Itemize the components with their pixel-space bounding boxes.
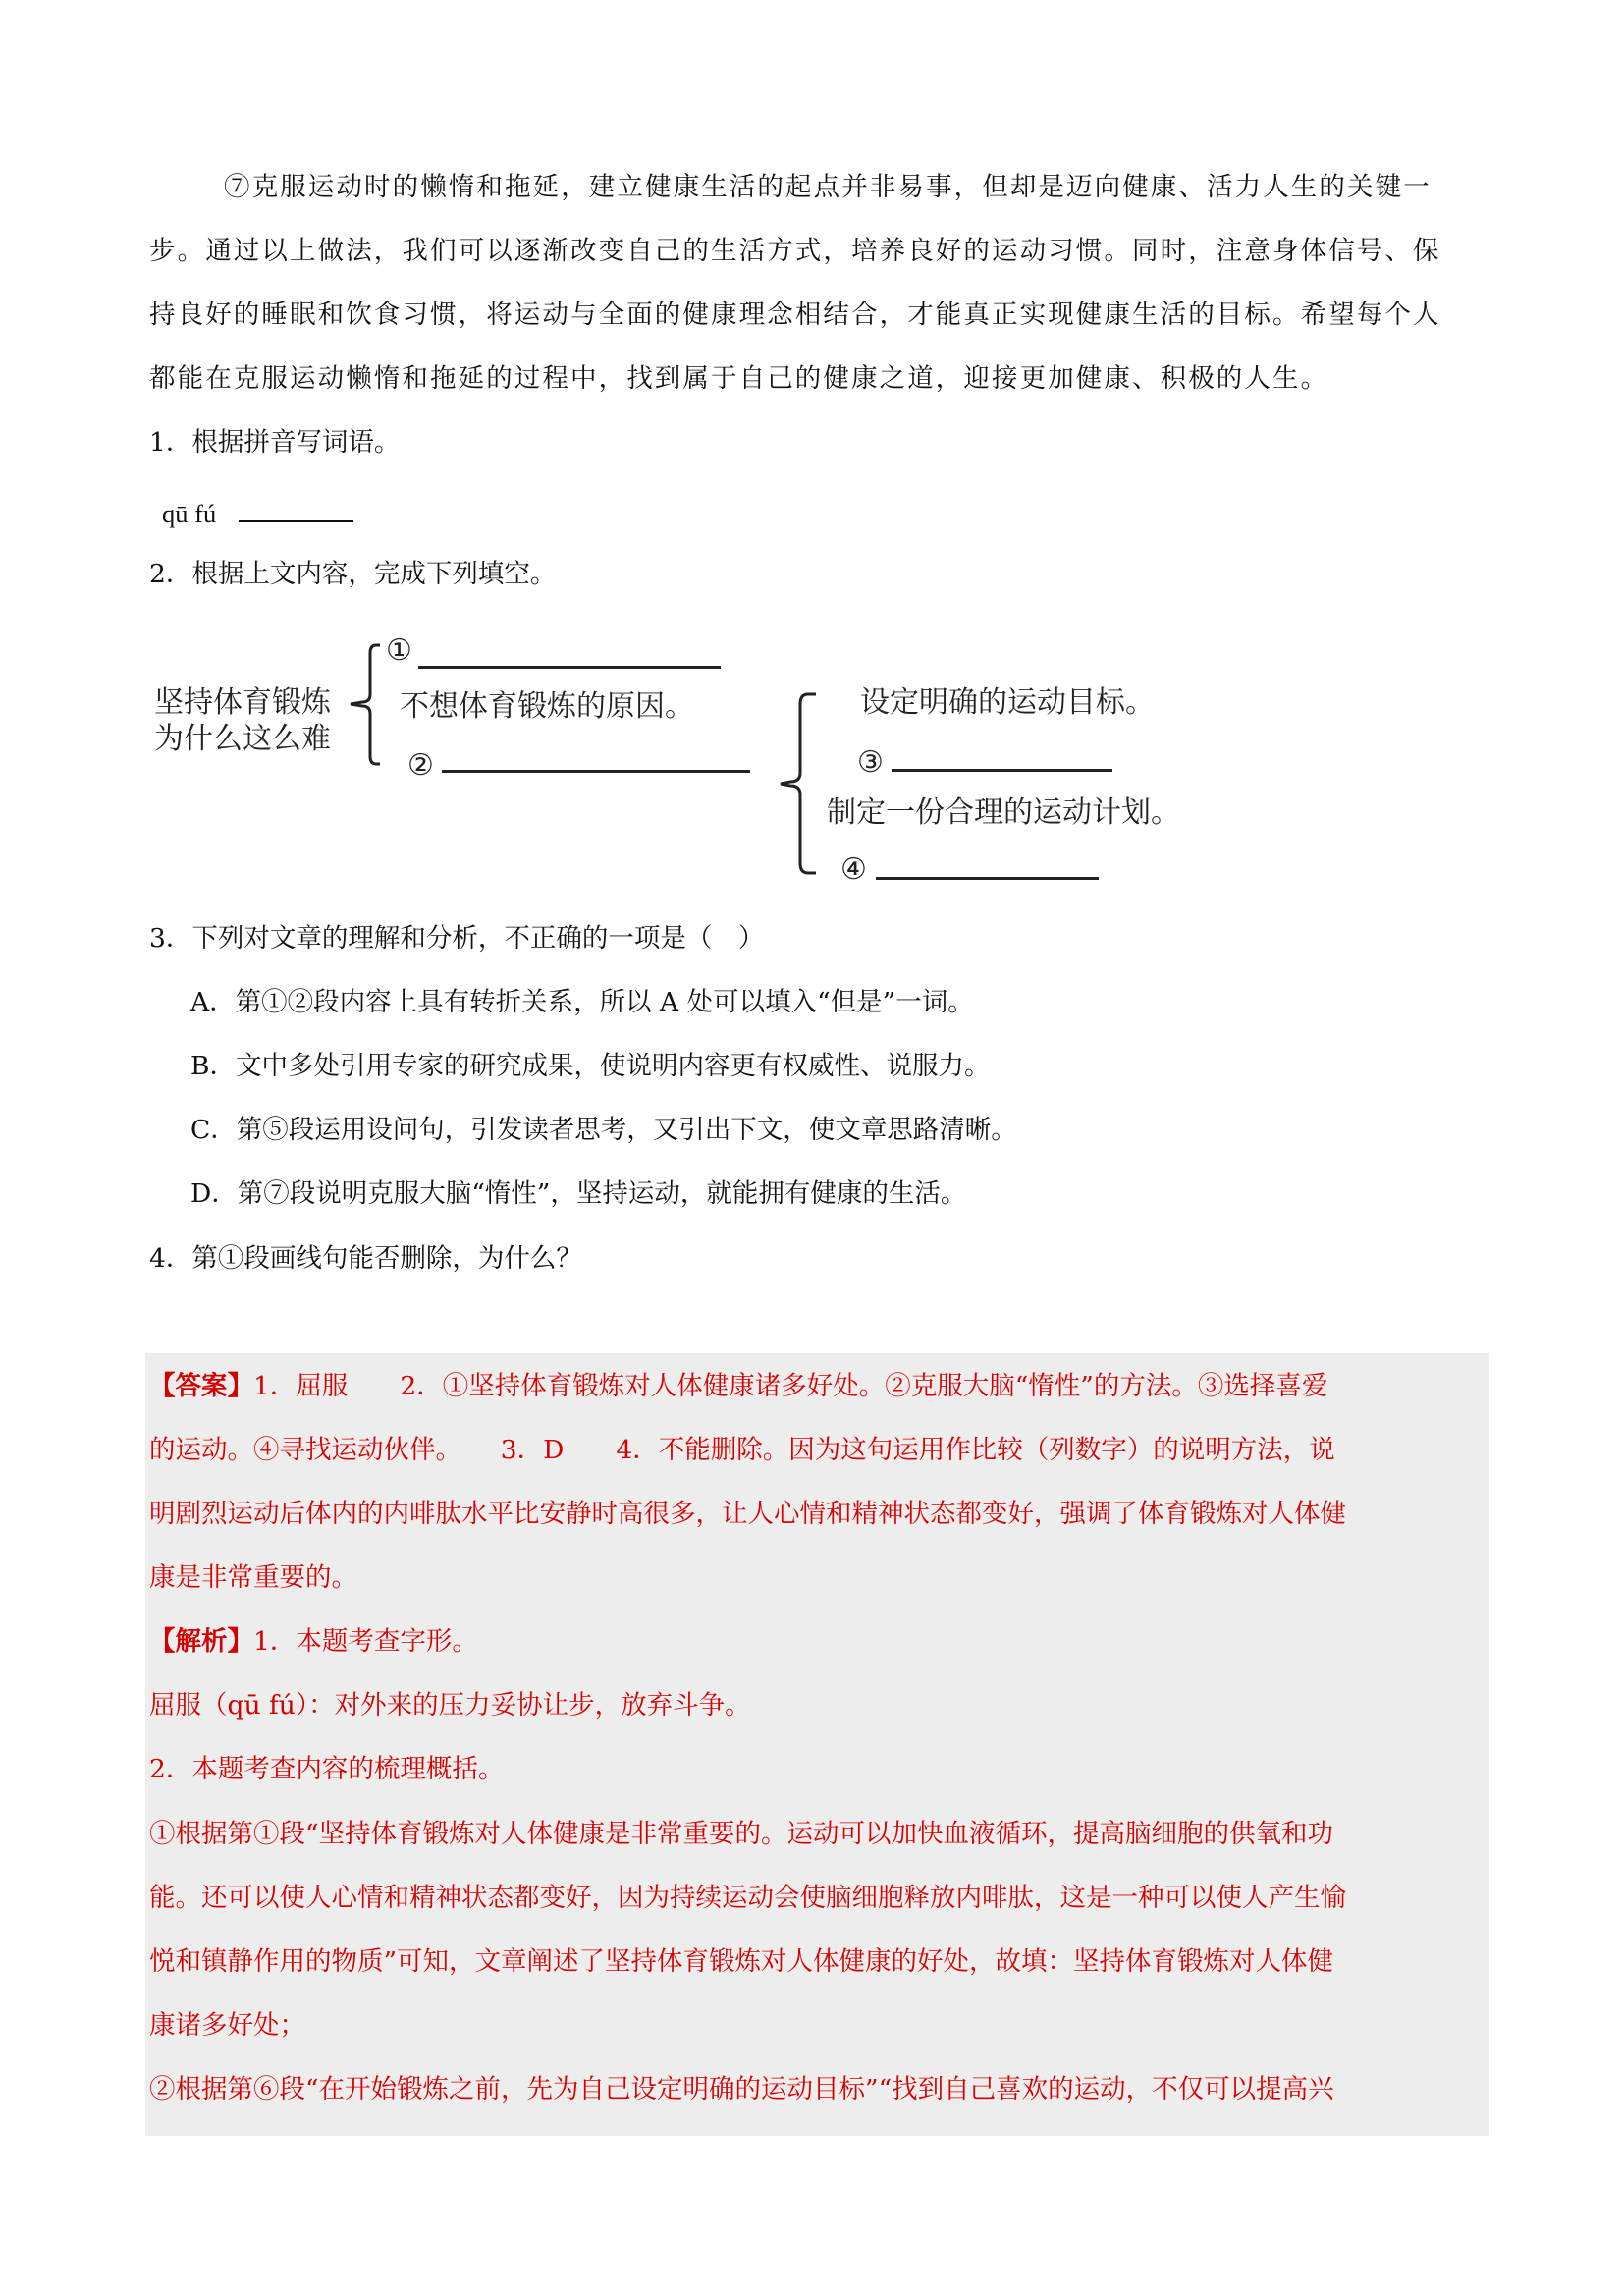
analysis-text: 能。还可以使人心情和精神状态都变好，因为持续运动会使脑细胞释放内啡肽，这是一种可以使人产生愉 — [149, 1883, 1346, 1913]
diagram-brace-right — [779, 692, 818, 875]
answer-line — [149, 1495, 1346, 1534]
answer-line — [149, 1431, 1335, 1470]
diagram-branch-2-item-3: 制定一份合理的运动计划。 — [827, 795, 1180, 830]
analysis-text: ②根据第⑥段“在开始锻炼之前，先为自己设定明确的运动目标”“找到自己喜欢的运动，不仅可以提高兴 — [149, 2074, 1334, 2105]
diagram-blank-3[interactable] — [892, 769, 1112, 772]
diagram-marker-2: ② — [407, 748, 434, 783]
pinyin: qū fú — [162, 499, 217, 528]
answer-text: 的运动。④寻找运动伙伴。 3．D 4．不能删除。因为这句运用作比较（列数字）的说明方法，说 — [149, 1435, 1335, 1465]
question-1-stem: 1．根据拼音写词语。 — [149, 427, 401, 458]
question-3-option-d[interactable]: D．第⑦段说明克服大脑“惰性”，坚持运动，就能拥有健康的生活。 — [190, 1178, 967, 1209]
analysis-line — [149, 1686, 751, 1725]
analysis-line — [149, 1942, 1333, 1982]
analysis-line — [149, 1815, 1333, 1854]
diagram-marker-4: ④ — [840, 852, 867, 887]
answer-text: 明剧烈运动后体内的内啡肽水平比安静时高很多，让人心情和精神状态都变好，强调了体育锻炼对人体健 — [149, 1499, 1346, 1529]
diagram-blank-4[interactable] — [876, 877, 1099, 880]
diagram-marker-1: ① — [386, 633, 412, 668]
diagram-root-line-2: 为什么这么难 — [154, 722, 331, 756]
passage-line-4: 都能在克服运动懒惰和拖延的过程中，找到属于自己的健康之道，迎接更加健康、积极的人生。 — [149, 363, 1329, 394]
analysis-text: ①根据第①段“坚持体育锻炼对人体健康是非常重要的。运动可以加快血液循环，提高脑细胞的供氧和功 — [149, 1819, 1334, 1849]
analysis-line — [149, 1622, 478, 1662]
analysis-text: 悦和镇静作用的物质”可知，文章阐述了坚持体育锻炼对人体健康的好处，故填：坚持体育锻炼对人体健 — [149, 1946, 1334, 1977]
diagram-brace-left — [349, 643, 388, 766]
analysis-line — [149, 1879, 1346, 1918]
question-3-option-a[interactable]: A．第①②段内容上具有转折关系，所以 A 处可以填入“但是”一词。 — [190, 987, 974, 1017]
passage-line-1: ⑦克服运动时的懒惰和拖延，建立健康生活的起点并非易事，但却是迈向健康、活力人生的关键一 — [224, 172, 1432, 202]
answer-text: 1．屈服 2．①坚持体育锻炼对人体健康诸多好处。②克服大脑“惰性”的方法。③选择喜爱 — [253, 1371, 1328, 1401]
diagram-root-line-1: 坚持体育锻炼 — [154, 685, 331, 720]
answer-line — [149, 1367, 1327, 1406]
answer-panel — [145, 1353, 1489, 2136]
diagram-blank-1[interactable] — [418, 666, 721, 669]
analysis-line — [149, 2006, 305, 2046]
answer-text: 康是非常重要的。 — [149, 1562, 357, 1593]
diagram-marker-3: ③ — [857, 745, 884, 780]
diagram-branch-2-item-1: 设定明确的运动目标。 — [860, 685, 1155, 720]
passage-line-3: 持良好的睡眠和饮食习惯，将运动与全面的健康理念相结合，才能真正实现健康生活的目标。希望每个人 — [149, 300, 1441, 330]
analysis-tag: 【解析】 — [149, 1626, 253, 1657]
question-2-stem: 2．根据上文内容，完成下列填空。 — [149, 559, 557, 589]
answer-blank[interactable] — [239, 520, 353, 522]
diagram-branch-1-text: 不想体育锻炼的原因。 — [400, 689, 694, 724]
question-3-option-b[interactable]: B．文中多处引用专家的研究成果，使说明内容更有权威性、说服力。 — [190, 1051, 991, 1081]
question-3-stem: 3．下列对文章的理解和分析，不正确的一项是（ ） — [149, 923, 765, 954]
analysis-text: 2．本题考查内容的梳理概括。 — [149, 1754, 505, 1784]
question-1-answer-line — [162, 494, 353, 534]
analysis-text: 康诸多好处； — [149, 2010, 305, 2041]
answer-tag: 【答案】 — [149, 1371, 253, 1401]
analysis-line — [149, 2070, 1334, 2109]
answer-line — [149, 1558, 357, 1598]
question-4-stem: 4．第①段画线句能否删除，为什么？ — [149, 1243, 582, 1274]
analysis-text: 屈服（qū fú）：对外来的压力妥协让步，放弃斗争。 — [149, 1690, 751, 1721]
analysis-line — [149, 1750, 504, 1789]
question-3-option-c[interactable]: C．第⑤段运用设问句，引发读者思考，又引出下文，使文章思路清晰。 — [190, 1115, 1017, 1145]
passage-line-2: 步。通过以上做法，我们可以逐渐改变自己的生活方式，培养良好的运动习惯。同时，注意身体信号、保 — [149, 236, 1441, 266]
diagram-blank-2[interactable] — [442, 770, 750, 773]
analysis-text: 1．本题考查字形。 — [253, 1626, 478, 1657]
